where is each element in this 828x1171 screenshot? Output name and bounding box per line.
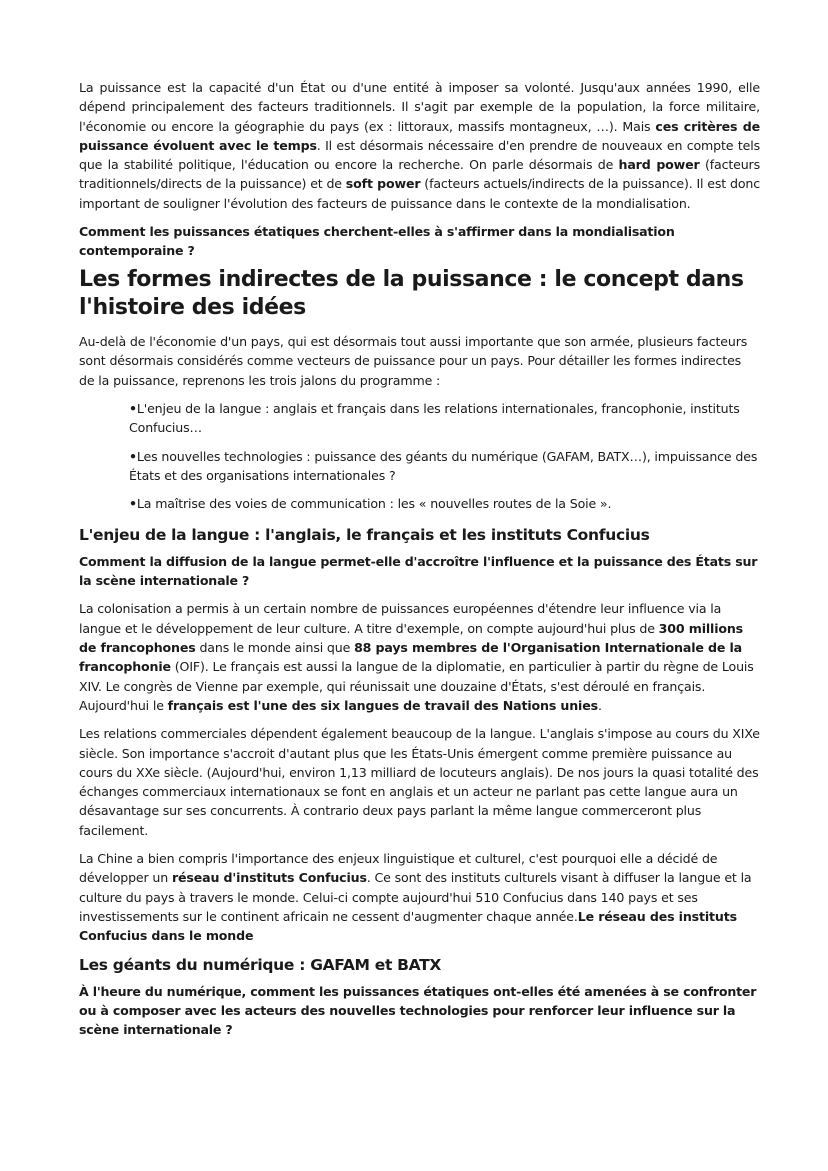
list-item bbox=[129, 447, 760, 486]
text-run: . bbox=[597, 697, 602, 713]
section-intro-paragraph: Au-delà de l'économie d'un pays, qui est désormais tout aussi importante que son armée, plusieurs facteurs sont désormais considérés comme vecteurs de puissance pour un pays. Pour détailler les formes indirectes de la puissance, reprenons les trois jalons du programme : bbox=[79, 334, 748, 388]
text-run: (facteurs traditionnels/directs de la puissance) et de bbox=[79, 157, 760, 192]
bold-text: 300 millions de francophones bbox=[79, 620, 744, 656]
text-run: dans le monde ainsi que bbox=[195, 640, 355, 656]
bold-text: français est l'une des six langues de travail des Nations unies bbox=[167, 697, 598, 713]
bullet-icon: • bbox=[129, 448, 137, 464]
bullet-icon: • bbox=[129, 496, 137, 512]
bold-text: réseau d'instituts Confucius bbox=[171, 870, 367, 886]
subsection-question: Comment la diffusion de la langue permet-elle d'accroître l'influence et la puissance des États sur la scène internationale ? bbox=[79, 554, 758, 589]
bold-text: Le réseau des instituts Confucius dans le monde bbox=[79, 908, 737, 944]
text-run: La Chine a bien compris l'importance des enjeux linguistique et culturel, c'est pourquoi elle a décidé de développer un bbox=[79, 851, 718, 886]
subsection-title: Les géants du numérique : GAFAM et BATX bbox=[79, 955, 442, 974]
intro-paragraph bbox=[79, 78, 760, 213]
text-run: (OIF). Le français est aussi la langue de la diplomatie, en particulier à partir du règne de Louis XIV. Le congrès de Vienne par exemple, qui réunissait une douzaine d'États, s'est déroulé en français. Aujourd'hui le bbox=[79, 659, 754, 713]
list-item bbox=[129, 399, 760, 438]
confucius-paragraph bbox=[79, 849, 760, 945]
text-run: La puissance est la capacité d'un État ou d'une entité à imposer sa volonté. Jusqu'aux années 1990, elle dépend principalement des facteurs traditionnels. Il s'agit par exemple de la population, la force militaire, l'économie ou encore la géographie du pays (ex : littoraux, massifs montagneux, …). Mais bbox=[79, 80, 760, 134]
subsection-title: L'enjeu de la langue : l'anglais, le français et les instituts Confucius bbox=[79, 526, 650, 545]
text-run: . Ce sont des instituts culturels visant à diffuser la langue et la culture du pays à travers le monde. Celui-ci compte aujourd'hui 510 Confucius dans 140 pays et ses investissements sur le continent africain ne cessent d'augmenter chaque année. bbox=[79, 870, 752, 924]
milestones-list bbox=[79, 399, 760, 513]
section-title: Les formes indirectes de la puissance : le concept dans l'histoire des idées bbox=[79, 267, 744, 321]
subsection-question: À l'heure du numérique, comment les puissances étatiques ont-elles été amenées à se confronter ou à composer avec les acteurs des nouvelles technologies pour renforcer leur influence sur la scène internationale ? bbox=[79, 983, 757, 1037]
text-run: La colonisation a permis à un certain nombre de puissances européennes d'étendre leur influence via la langue et le développement de leur culture. A titre d'exemple, on compte aujourd'hui plus de bbox=[79, 601, 722, 636]
list-item-text: L'enjeu de la langue : anglais et français dans les relations internationales, francophonie, instituts Confucius… bbox=[129, 400, 740, 436]
francophonie-paragraph bbox=[79, 599, 760, 715]
bullet-icon: • bbox=[129, 400, 137, 416]
text-run: . Il est désormais nécessaire d'en prendre de nouveaux en compte tels que la stabilité politique, l'éducation ou encore la recherche. On parle désormais de bbox=[79, 137, 760, 173]
bold-text: ces critères de puissance évoluent avec le temps bbox=[79, 118, 760, 153]
bold-text: soft power bbox=[345, 176, 421, 192]
text-run: (facteurs actuels/indirects de la puissance). Il est donc important de souligner l'évolution des facteurs de puissance dans le contexte de la mondialisation. bbox=[79, 176, 760, 211]
bold-text: 88 pays membres de l'Organisation Internationale de la francophonie bbox=[79, 640, 743, 675]
list-item bbox=[129, 494, 760, 513]
english-paragraph: Les relations commerciales dépendent également beaucoup de la langue. L'anglais s'impose au cours du XIXe siècle. Son importance s'accroit d'autant plus que les États-Unis émergent comme première puissance au cours du XXe siècle. (Aujourd'hui, environ 1,13 milliard de locuteurs anglais). De nos jours la quasi totalité des échanges commerciaux internationaux se font en anglais et un acteur ne parlant pas cette langue aura un désavantage sur ses concurrents. À contrario deux pays parlant la même langue commerceront plus facilement. bbox=[79, 726, 760, 838]
problematic-question: Comment les puissances étatiques cherchent-elles à s'affirmer dans la mondialisation contemporaine ? bbox=[79, 224, 675, 259]
bold-text: hard power bbox=[618, 157, 700, 173]
list-item-text: La maîtrise des voies de communication : les « nouvelles routes de la Soie ». bbox=[136, 496, 612, 512]
list-item-text: Les nouvelles technologies : puissance des géants du numérique (GAFAM, BATX…), impuissance des États et des organisations internationales ? bbox=[129, 448, 758, 483]
